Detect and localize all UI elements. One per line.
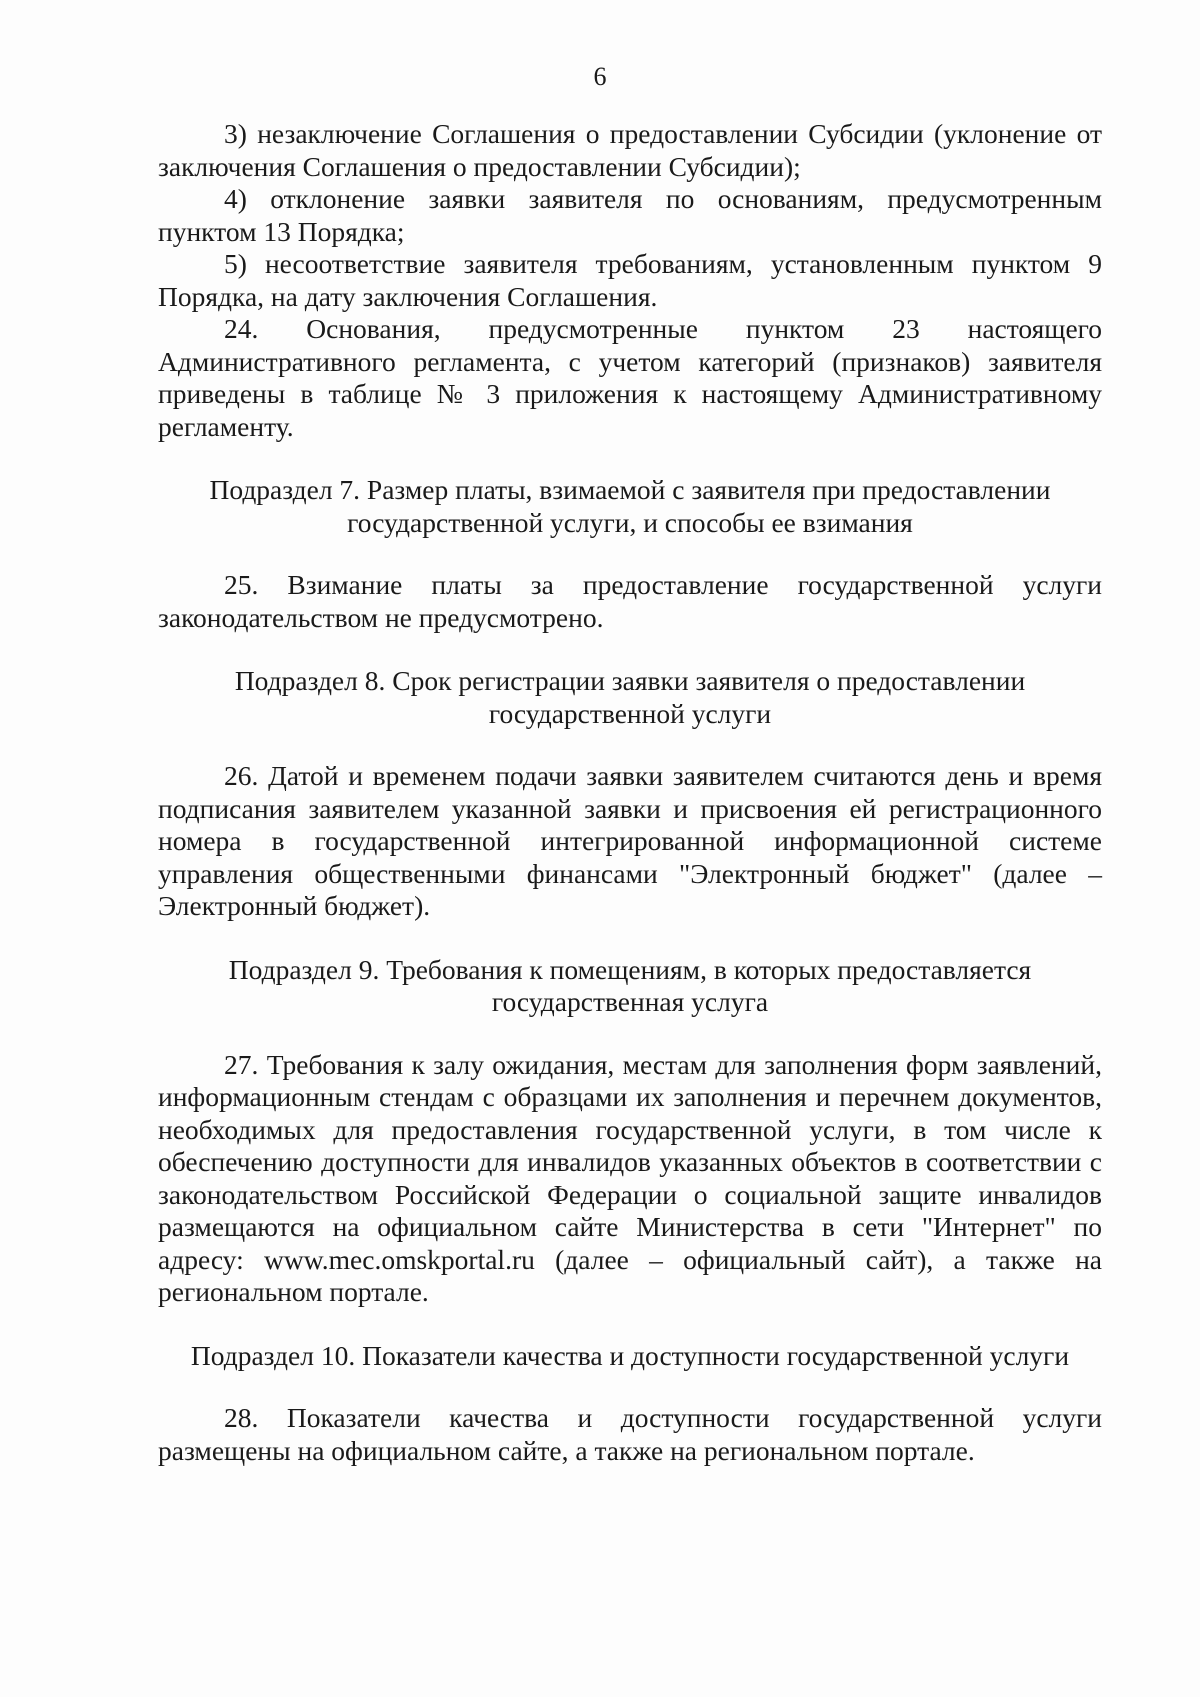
section-heading-7-line1: Подраздел 7. Размер платы, взимаемой с заявителя при предоставлении xyxy=(209,474,1051,505)
list-item-4: 4) отклонение заявки заявителя по основаниям, предусмотренным пунктом 13 Порядка; xyxy=(158,183,1102,247)
section-heading-7-line2: государственной услуги, и способы ее взимания xyxy=(347,506,913,538)
paragraph-24: 24. Основания, предусмотренные пунктом 23 настоящего Административного регламента, с учетом категорий (признаков) заявителя приведены в таблице № 3 приложения к настоящему Административному регламенту. xyxy=(158,313,1102,442)
section-heading-7 xyxy=(158,474,1102,539)
section-heading-8-line2: государственной услуги xyxy=(488,697,772,729)
paragraph-28: 28. Показатели качества и доступности государственной услуги размещены на официальном сайте, а также на региональном портале. xyxy=(158,1402,1102,1466)
section-heading-8-line1: Подраздел 8. Срок регистрации заявки заявителя о предоставлении xyxy=(234,665,1026,696)
section-heading-9-line2: государственная услуга xyxy=(491,986,769,1017)
document-body xyxy=(158,118,1102,1467)
paragraph-25: 25. Взимание платы за предоставление государственной услуги законодательством не предусмотрено. xyxy=(158,569,1102,633)
section-heading-9-line1: Подраздел 9. Требования к помещениям, в которых предоставляется xyxy=(228,953,1032,985)
paragraph-26: 26. Датой и временем подачи заявки заявителем считаются день и время подписания заявителем указанной заявки и присвоения ей регистрационного номера в государственной интегрированной информационной системе управления общественными финансами "Электронный бюджет" (далее – Электронный бюджет). xyxy=(158,760,1102,921)
page-number: 6 xyxy=(593,62,607,91)
list-item-3: 3) незаключение Соглашения о предоставлении Субсидии (уклонение от заключения Соглашения о предоставлении Субсидии); xyxy=(158,118,1102,182)
section-heading-8 xyxy=(158,665,1102,730)
section-heading-10-line1: Подраздел 10. Показатели качества и доступности государственной услуги xyxy=(190,1339,1070,1371)
section-heading-9 xyxy=(158,954,1102,1019)
list-item-5: 5) несоответствие заявителя требованиям, установленным пунктом 9 Порядка, на дату заключения Соглашения. xyxy=(158,248,1102,312)
section-heading-10 xyxy=(158,1340,1102,1373)
paragraph-27: 27. Требования к залу ожидания, местам для заполнения форм заявлений, информационным стендам с образцами их заполнения и перечнем документов, необходимых для предоставления государственной услуги, в том числе к обеспечению доступности для инвалидов указанных объектов в соответствии с законодательством Российской Федерации о социальной защите инвалидов размещаются на официальном сайте Министерства в сети "Интернет" по адресу: www.mec.omskportal.ru (далее – официальный сайт), а также на региональном портале. xyxy=(158,1048,1102,1307)
